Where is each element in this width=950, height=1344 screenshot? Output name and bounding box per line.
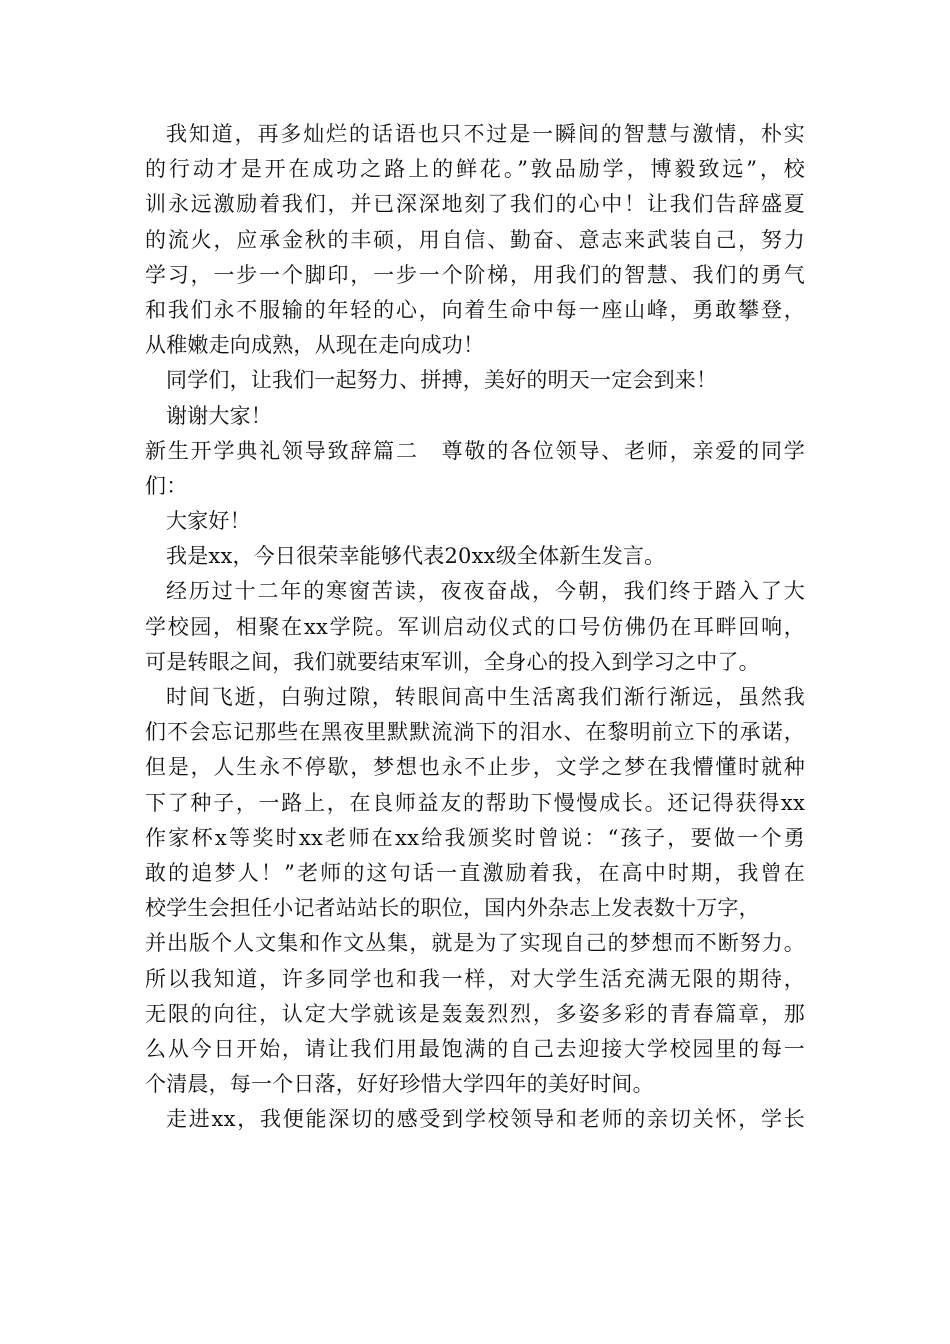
text-line: 们： [145, 473, 188, 498]
text-line: 谢谢大家！ [166, 403, 272, 428]
text-line: 但是，人生永不停歇，梦想也永不止步，文学之梦在我懵懂时就种 [145, 755, 805, 780]
text-line: 大家好！ [166, 509, 251, 534]
text-line: 下了种子，一路上，在良师益友的帮助下慢慢成长。还记得获得xx [145, 790, 805, 815]
text-line: 训永远激励着我们，并已深深地刻了我们的心中！让我们告辞盛夏 [145, 192, 805, 217]
body-text [145, 117, 805, 1137]
text-line: 的流火，应承金秋的丰硕，用自信、勤奋、意志来武装自己，努力 [145, 227, 805, 252]
text-line: 个清晨，每一个日落，好好珍惜大学四年的美好时间。 [145, 1072, 654, 1097]
text-line: 和我们永不服输的年轻的心，向着生命中每一座山峰，勇敢攀登， [145, 297, 805, 322]
text-line: 么从今日开始，请让我们用最饱满的自己去迎接大学校园里的每一 [145, 1036, 805, 1061]
text-line: 我知道，再多灿烂的话语也只不过是一瞬间的智慧与激情，朴实 [166, 122, 805, 146]
text-line: 同学们，让我们一起努力、拼搏，美好的明天一定会到来！ [166, 368, 718, 393]
text-line: 作家杯x等奖时xx老师在xx给我颁奖时曾说：“孩子，要做一个勇 [145, 825, 805, 850]
text-line: 我是xx，今日很荣幸能够代表20xx级全体新生发言。 [166, 544, 666, 569]
text-line: 经历过十二年的寒窗苦读，夜夜奋战，今朝，我们终于踏入了大 [166, 579, 805, 604]
text-line: 从稚嫩走向成熟，从现在走向成功！ [145, 333, 485, 358]
text-line: 的行动才是开在成功之路上的鲜花。”敦品励学，博毅致远”，校 [145, 157, 805, 182]
text-line: 学习，一步一个脚印，一步一个阶梯，用我们的智慧、我们的勇气 [145, 262, 805, 287]
text-line: 们不会忘记那些在黑夜里默默流淌下的泪水、在黎明前立下的承诺， [145, 720, 805, 745]
text-line: 并出版个人文集和作文丛集，就是为了实现自己的梦想而不断努力。 [145, 931, 805, 956]
text-line: 校学生会担任小记者站站长的职位，国内外杂志上发表数十万字， [145, 896, 760, 921]
text-line: 新生开学典礼领导致辞篇二 尊敬的各位领导、老师，亲爱的同学 [145, 438, 805, 463]
text-line: 走进xx，我便能深切的感受到学校领导和老师的亲切关怀，学长 [166, 1107, 805, 1132]
text-line: 无限的向往，认定大学就该是轰轰烈烈，多姿多彩的青春篇章，那 [145, 1001, 805, 1026]
text-line: 敢的追梦人！”老师的这句话一直激励着我，在高中时期，我曾在 [145, 860, 805, 885]
text-line: 学校园，相聚在xx学院。军训启动仪式的口号仿佛仍在耳畔回响， [145, 614, 805, 639]
text-line: 所以我知道，许多同学也和我一样，对大学生活充满无限的期待， [145, 966, 805, 991]
text-line: 可是转眼之间，我们就要结束军训，全身心的投入到学习之中了。 [145, 649, 760, 674]
text-line: 时间飞逝，白驹过隙，转眼间高中生活离我们渐行渐远，虽然我 [166, 685, 805, 709]
